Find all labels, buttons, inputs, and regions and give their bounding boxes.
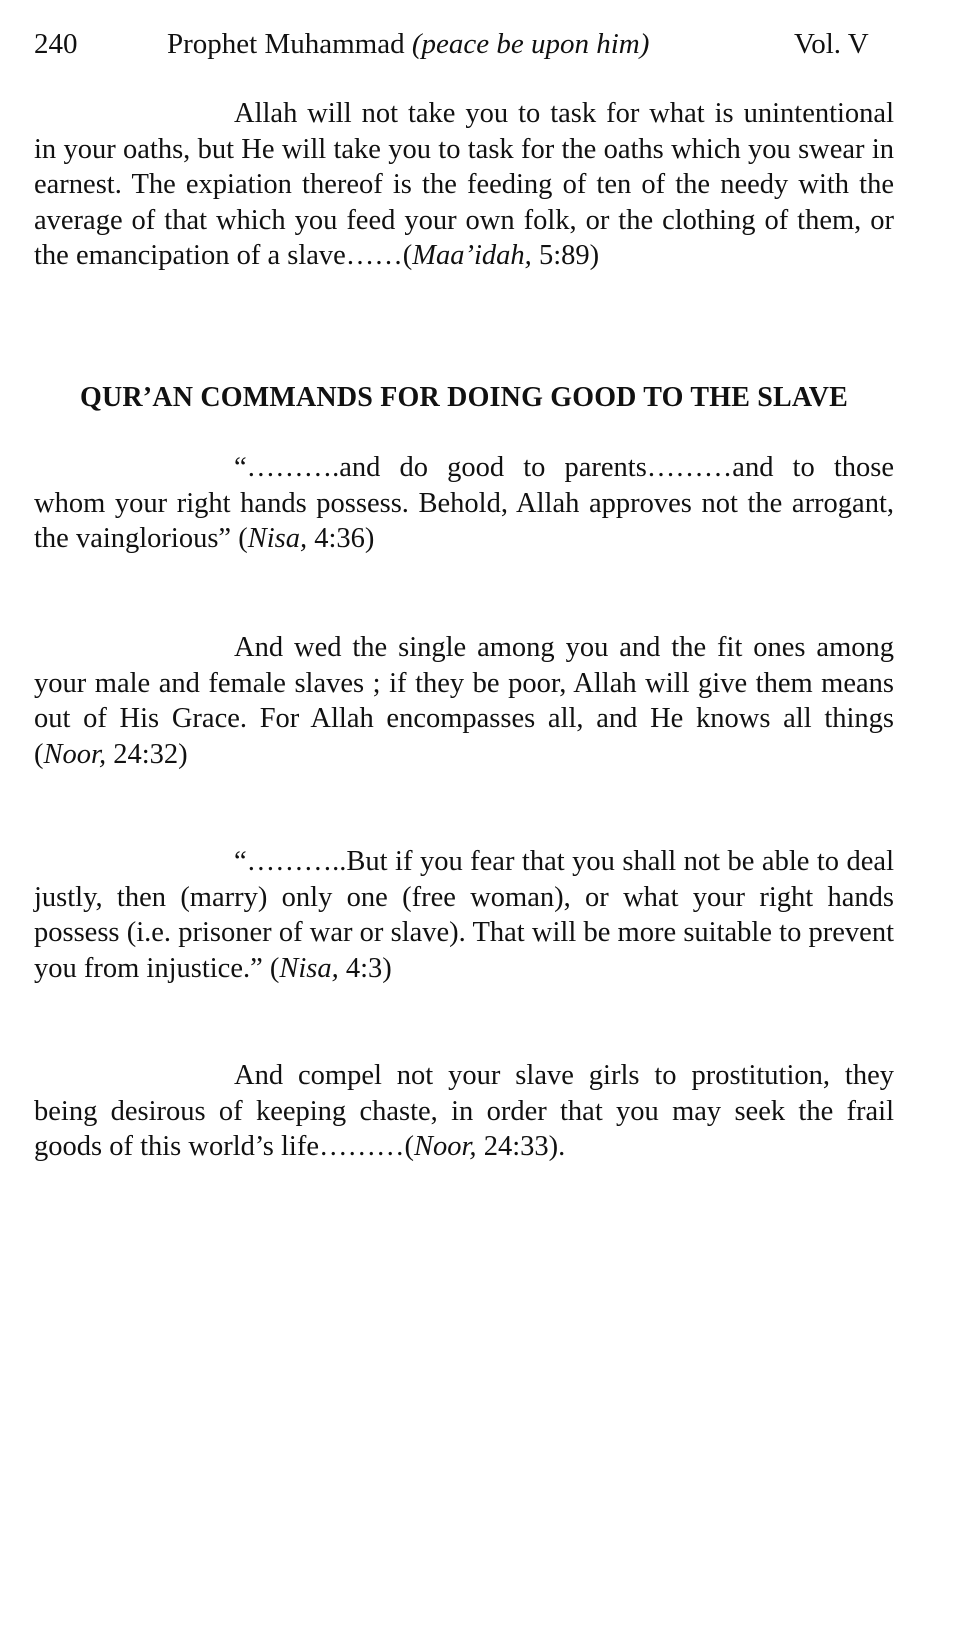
verse-ref-name: Noor,	[413, 1131, 477, 1162]
verse-ref-num: 24:32)	[106, 738, 188, 770]
verse-ref-num: 24:33).	[476, 1131, 566, 1162]
page-header	[34, 24, 894, 64]
verse-ref-name: Noor,	[43, 738, 107, 770]
book-title-plain: Prophet Muhammad	[167, 28, 412, 60]
book-title-italic: (peace be upon him)	[411, 28, 650, 60]
verse-paragraph	[34, 96, 894, 274]
verse-paragraph	[34, 844, 894, 986]
verse-noor-24-32	[34, 630, 894, 772]
verse-maaidah-5-89	[34, 96, 894, 274]
verse-nisa-4-3	[34, 844, 894, 986]
verse-text: “………..But if you fear that you shall not be able to deal justly, then (marry) only one (free woman), or what your right hands possess (i.e. prisoner of war or slave). That will be more suitable to prevent you from injustice.” (	[34, 846, 894, 984]
verse-paragraph	[34, 1058, 894, 1165]
volume-label: Vol. V	[794, 28, 869, 60]
book-title	[167, 24, 649, 64]
section-heading: QUR’AN COMMANDS FOR DOING GOOD TO THE SLAVE	[79, 382, 849, 413]
verse-ref-name: Nisa,	[247, 523, 308, 554]
verse-ref-name: Nisa,	[279, 952, 339, 984]
verse-ref-num: 5:89)	[531, 240, 600, 271]
verse-text: “……….and do good to parents………and to those whom your right hands possess. Behold, Allah approves not the arrogant, the vainglorious” (	[34, 452, 894, 554]
verse-paragraph	[34, 630, 894, 772]
verse-ref-num: 4:3)	[338, 952, 392, 984]
verse-text: And compel not your slave girls to prostitution, they being desirous of keeping chaste, in order that you may seek the frail goods of this world’s life………(	[34, 1060, 894, 1162]
verse-ref-name: Maa’idah,	[412, 240, 532, 271]
verse-ref-num: 4:36)	[307, 523, 375, 554]
verse-noor-24-33	[34, 1058, 894, 1165]
page-number: 240	[34, 28, 78, 60]
verse-paragraph	[34, 450, 894, 557]
verse-nisa-4-36	[34, 450, 894, 557]
verse-text: And wed the single among you and the fit ones among your male and female slaves ; if they be poor, Allah will give them means out of His Grace. For Allah encompasses all, and He knows all things (	[34, 632, 894, 770]
verse-text: Allah will not take you to task for what is unintentional in your oaths, but He will take you to task for the oaths which you swear in earnest. The expiation thereof is the feeding of ten of the needy with the average of that which you feed your own folk, or the clothing of them, or the emancipation of a slave……(	[34, 98, 894, 271]
